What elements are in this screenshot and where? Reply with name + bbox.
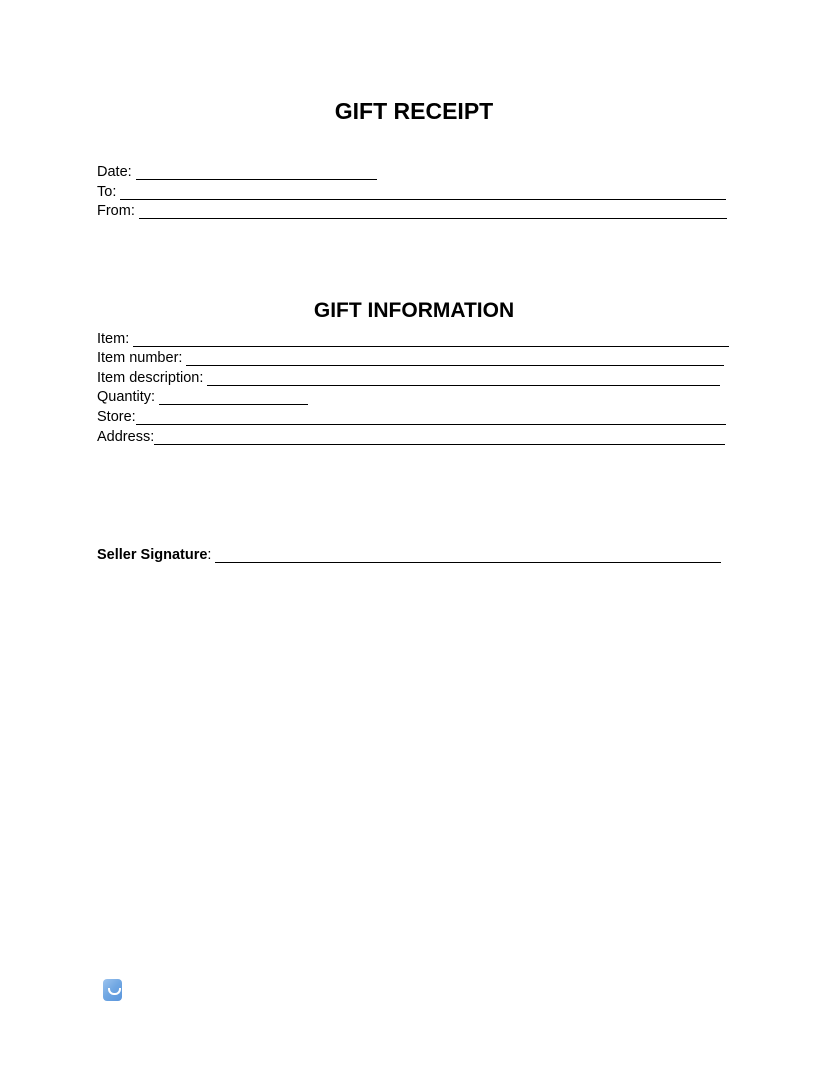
seller-signature-field[interactable] bbox=[97, 545, 721, 563]
seller-signature-line[interactable] bbox=[215, 548, 721, 563]
quantity-field[interactable] bbox=[97, 387, 308, 405]
date-field[interactable] bbox=[97, 162, 377, 180]
item-description-label: Item description: bbox=[97, 370, 204, 386]
quantity-line[interactable] bbox=[159, 390, 308, 405]
to-label: To: bbox=[97, 184, 117, 200]
date-line[interactable] bbox=[136, 165, 377, 180]
store-field[interactable] bbox=[97, 407, 726, 425]
store-label: Store: bbox=[97, 409, 136, 425]
item-field[interactable] bbox=[97, 329, 729, 347]
address-line[interactable] bbox=[154, 430, 725, 445]
from-line[interactable] bbox=[139, 204, 727, 219]
item-number-field[interactable] bbox=[97, 348, 724, 366]
seller-signature-colon: : bbox=[207, 547, 212, 563]
item-label: Item: bbox=[97, 331, 130, 347]
item-number-label: Item number: bbox=[97, 350, 183, 366]
from-label: From: bbox=[97, 203, 135, 219]
item-description-line[interactable] bbox=[207, 371, 720, 386]
date-label: Date: bbox=[97, 164, 132, 180]
from-field[interactable] bbox=[97, 201, 727, 219]
store-line[interactable] bbox=[136, 410, 726, 425]
item-description-field[interactable] bbox=[97, 368, 720, 386]
seller-signature-label: Seller Signature bbox=[97, 547, 208, 563]
item-number-line[interactable] bbox=[186, 351, 724, 366]
quantity-label: Quantity: bbox=[97, 389, 156, 405]
section-title: GIFT INFORMATION bbox=[313, 299, 515, 322]
page-title: GIFT RECEIPT bbox=[334, 98, 494, 124]
address-label: Address: bbox=[97, 429, 155, 445]
to-field[interactable] bbox=[97, 182, 726, 200]
address-field[interactable] bbox=[97, 427, 725, 445]
brand-logo-icon bbox=[103, 979, 122, 1001]
to-line[interactable] bbox=[120, 185, 726, 200]
item-line[interactable] bbox=[133, 332, 729, 347]
